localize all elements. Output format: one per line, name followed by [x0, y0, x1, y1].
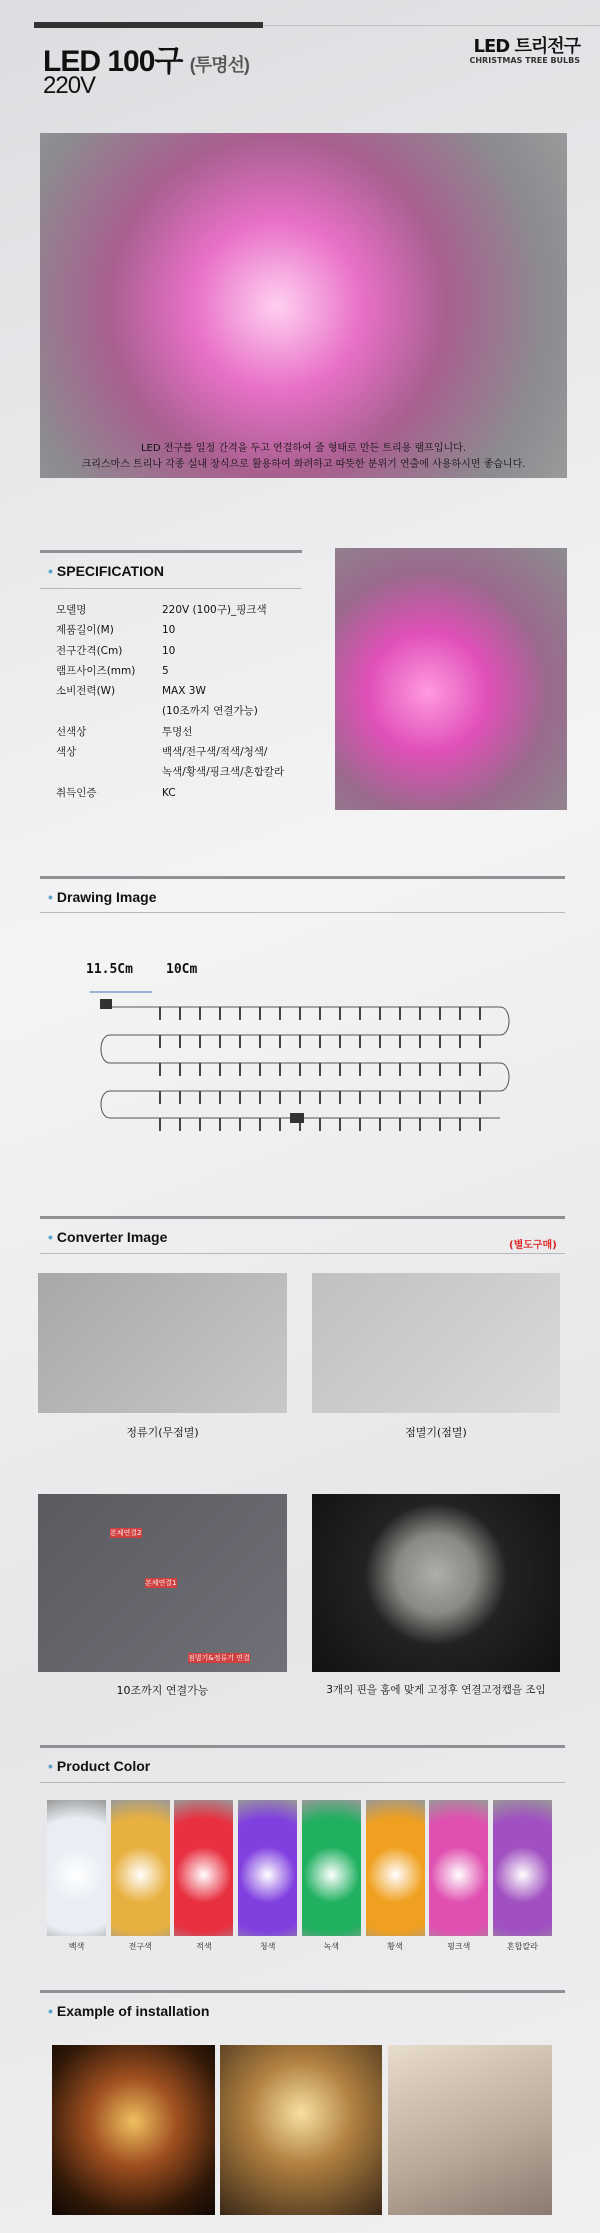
converter-title: • Converter Image [48, 1229, 168, 1245]
label-body-connect-2: 본체연결2 [110, 1529, 142, 1537]
spec-row [56, 641, 284, 661]
spec-key: 제품길이(M) [56, 624, 114, 637]
hero-caption-line2: 크리스마스 트리나 각종 실내 장식으로 활용하여 화려하고 따뜻한 분위기 연출에 사용하시면 좋습니다. [81, 459, 526, 470]
wire-loop [101, 1035, 110, 1063]
spec-table [56, 600, 284, 803]
spec-value: 투명선 [162, 725, 193, 738]
drawing-line [40, 912, 565, 913]
spec-value: 백색/전구색/적색/청색/ [162, 746, 268, 759]
connector-pins-photo [312, 1494, 560, 1672]
wire-loop [500, 1063, 509, 1091]
color-label: 녹색 [323, 1942, 340, 1951]
hero-photo [40, 133, 567, 478]
dim-label-11-5: 11.5Cm [86, 962, 133, 977]
spec-value: MAX 3W [162, 685, 206, 698]
spec-value: 220V (100구)_핑크색 [162, 604, 267, 616]
brand-subtitle: CHRISTMAS TREE BULBS [469, 56, 580, 65]
color-swatch [493, 1800, 552, 1936]
caption-connection: 10조까지 연결가능 [116, 1684, 209, 1697]
spec-value: 녹색/황색/핑크색/혼합칼라 [162, 766, 285, 779]
color-label: 백색 [68, 1942, 85, 1951]
spec-title-text: SPECIFICATION [56, 563, 164, 579]
spec-value: (10조까지 연결가능) [162, 705, 258, 718]
header-bar-dark [34, 22, 263, 28]
install-photo-photos [388, 2045, 552, 2215]
color-label: 전구색 [128, 1942, 152, 1951]
spec-value: 10 [162, 644, 176, 657]
converter-title-text: Converter Image [56, 1229, 168, 1245]
spec-key: 취득인증 [56, 786, 97, 799]
label-converter-connect: 점멸기&정류기 연결 [188, 1654, 250, 1662]
color-swatch [366, 1800, 425, 1936]
color-title-text: Product Color [56, 1758, 151, 1774]
caption-connector-pins: 3개의 핀을 홈에 맞게 고정후 연결고정캡을 조임 [326, 1684, 546, 1696]
color-line [40, 1782, 565, 1783]
spec-value: 5 [162, 664, 169, 677]
spec-row [56, 762, 284, 782]
spec-value: KC [162, 786, 176, 799]
color-label: 청색 [259, 1942, 276, 1951]
caption-flasher: 점멸기(점멸) [405, 1426, 467, 1439]
color-swatch [302, 1800, 361, 1936]
color-label: 적색 [196, 1942, 212, 1951]
title-main: LED 100구 [43, 45, 183, 78]
spec-key: 모델명 [56, 604, 87, 616]
spec-row [56, 783, 284, 803]
color-swatch [111, 1800, 170, 1936]
end-connector [290, 1113, 304, 1123]
color-swatch [429, 1800, 488, 1936]
string-light-diagram [90, 975, 530, 1165]
install-photo-hall [220, 2045, 382, 2215]
install-title-text: Example of installation [56, 2003, 210, 2019]
dim-label-10: 10Cm [166, 962, 198, 977]
converter-line [40, 1253, 565, 1254]
color-label: 황색 [387, 1942, 403, 1951]
spec-row [56, 681, 284, 701]
spec-key [56, 701, 162, 721]
color-title: • Product Color [48, 1758, 151, 1774]
spec-key: 소비전력(W) [56, 685, 116, 698]
color-swatch [174, 1800, 233, 1936]
spec-row [56, 742, 284, 762]
drawing-title-text: Drawing Image [56, 889, 157, 905]
install-title: • Example of installation [48, 2003, 210, 2019]
spec-bar [40, 550, 302, 553]
color-swatch [238, 1800, 297, 1936]
caption-rectifier: 정류기(무점멸) [126, 1426, 199, 1439]
spec-key: 선색상 [56, 725, 87, 738]
spec-key: 램프사이즈(mm) [56, 664, 136, 677]
flasher-photo [312, 1273, 560, 1413]
rectifier-photo [38, 1273, 287, 1413]
drawing-bar [40, 876, 565, 879]
title-suffix: (투명선) [189, 55, 249, 75]
spec-key [56, 762, 162, 782]
voltage: 220V [43, 72, 96, 99]
install-bar [40, 1990, 565, 1993]
spec-line [40, 588, 302, 589]
product-photo [335, 548, 567, 810]
brand-title: LED 트리전구 [473, 36, 580, 57]
spec-value: 10 [162, 624, 176, 637]
connection-photo [38, 1494, 287, 1672]
install-photo-tree [52, 2045, 215, 2215]
converter-bar [40, 1216, 565, 1219]
color-label: 핑크색 [447, 1942, 471, 1951]
spec-key: 전구간격(Cm) [56, 644, 123, 657]
color-swatch [47, 1800, 106, 1936]
wire-loop [101, 1091, 110, 1118]
separate-purchase-note: (별도구매) [509, 1240, 557, 1251]
wire-loop [500, 1007, 509, 1035]
drawing-title: • Drawing Image [48, 889, 157, 905]
spec-row [56, 661, 284, 681]
spec-row [56, 600, 284, 620]
spec-key: 색상 [56, 746, 77, 759]
spec-row [56, 701, 284, 721]
plug-connector [100, 999, 112, 1009]
hero-caption-line1: LED 전구를 일정 간격을 두고 연결하여 줄 형태로 만든 트리용 램프입니다. [140, 443, 467, 454]
spec-title: • SPECIFICATION [48, 563, 164, 579]
color-label: 혼합칼라 [506, 1942, 538, 1951]
spec-row [56, 620, 284, 640]
color-bar [40, 1745, 565, 1748]
header-line [263, 25, 600, 26]
spec-row [56, 722, 284, 742]
label-body-connect-1: 본체연결1 [145, 1579, 177, 1587]
